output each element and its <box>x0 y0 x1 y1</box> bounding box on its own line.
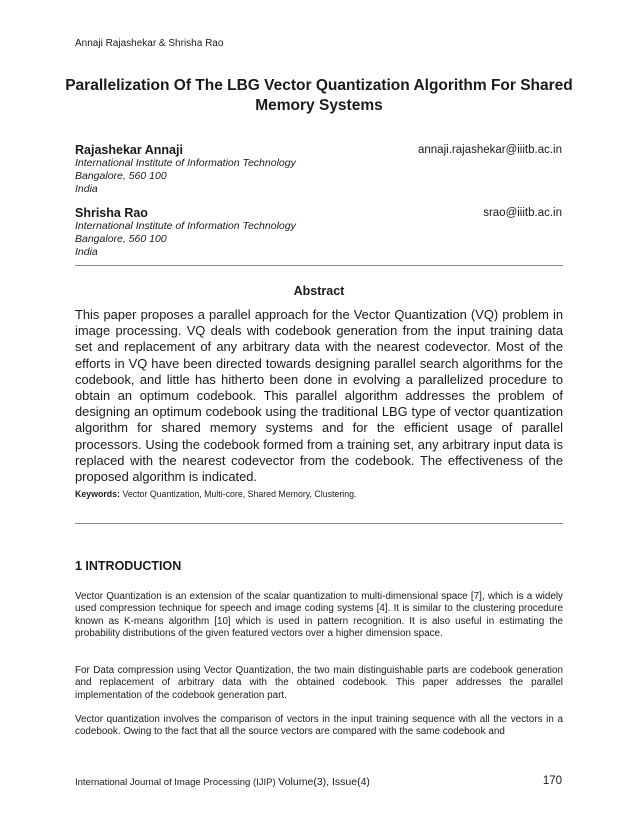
abstract-heading: Abstract <box>293 284 345 298</box>
footer-journal: International Journal of Image Processing (IJIP) <box>75 777 276 788</box>
footer-volume: Volume(3), Issue(4) <box>278 776 370 788</box>
intro-paragraph-2: For Data compression using Vector Quantization, the two main distinguishable parts are codebook generation and replacement of arbitrary data with the obtained codebook. This paper addresses the parallel implementation of the codebook generation part. <box>75 665 563 701</box>
author-1-institution: International Institute of Information Technology <box>75 157 296 169</box>
author-1-email[interactable]: annaji.rajashekar@iiitb.ac.in <box>418 144 562 156</box>
page-number: 170 <box>542 775 562 787</box>
section-heading: 1 INTRODUCTION <box>75 559 182 573</box>
running-head: Annaji Rajashekar & Shrisha Rao <box>75 38 224 49</box>
author-1-country: India <box>75 183 98 195</box>
author-2-country: India <box>75 246 98 258</box>
divider-top <box>75 265 563 266</box>
footer-citation <box>75 776 370 788</box>
paper-title: Parallelization Of The LBG Vector Quantization Algorithm For Shared Memory Systems <box>65 77 573 114</box>
author-1-city: Bangalore, 560 100 <box>75 170 167 182</box>
keywords <box>75 489 356 499</box>
intro-paragraph-3: Vector quantization involves the comparison of vectors in the input training sequence with all the vectors in a codebook. Owing to the fact that all the source vectors are compared with the same codebook and <box>75 714 563 738</box>
abstract-text: This paper proposes a parallel approach for the Vector Quantization (VQ) problem in image processing. VQ deals with codebook generation from the input training data set and replacement of any arbitrary data with the nearest codevector. Most of the efforts in VQ have been directed towards designing parallel search algorithms for the codebook, and little has hitherto been done in evolving a parallelized procedure to obtain an optimum codebook. This parallel algorithm addresses the problem of designing an optimum codebook using the traditional LBG type of vector quantization algorithm for shared memory systems and for the efficient usage of parallel processors. Using the codebook formed from a training set, any arbitrary input data is replaced with the nearest codevector from the codebook. The effectiveness of the proposed algorithm is indicated. <box>75 307 563 485</box>
author-2-email[interactable]: srao@iiitb.ac.in <box>483 207 562 219</box>
author-2-name: Shrisha Rao <box>75 206 148 220</box>
keywords-text: Vector Quantization, Multi-core, Shared Memory, Clustering. <box>122 489 357 499</box>
author-2-institution: International Institute of Information Technology <box>75 220 296 232</box>
keywords-label: Keywords: <box>75 489 120 499</box>
author-1-name: Rajashekar Annaji <box>75 143 183 157</box>
intro-paragraph-1: Vector Quantization is an extension of the scalar quantization to multi-dimensional space [7], which is a widely used compression technique for speech and image coding systems [4]. It is similar to the clustering procedure known as K-means algorithm [10] which is used in pattern recognition. It is also useful in estimating the probability distributions of the given featured vectors over a higher dimension space. <box>75 591 563 639</box>
divider-bottom <box>75 523 563 524</box>
author-2-city: Bangalore, 560 100 <box>75 233 167 245</box>
